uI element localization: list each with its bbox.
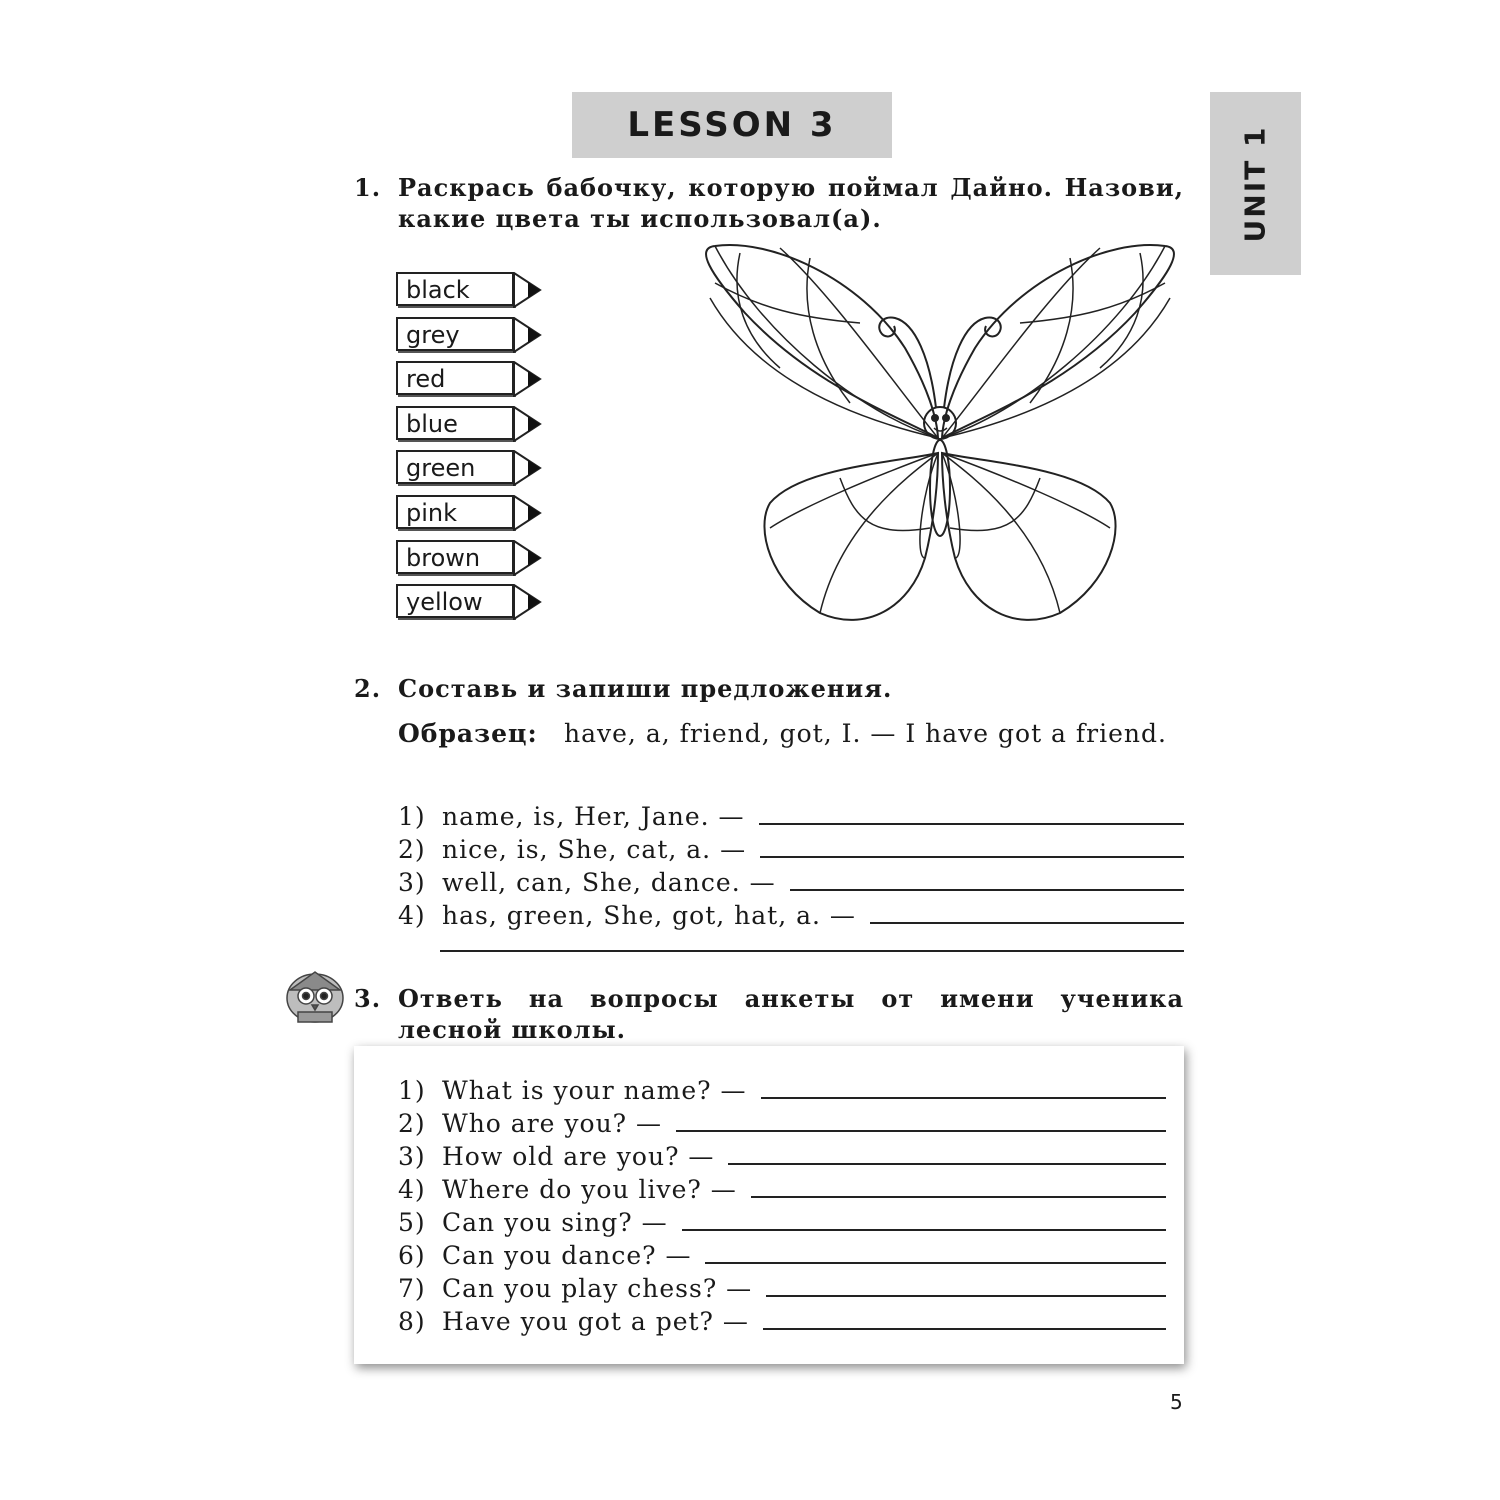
row-text: Have you got a pet? — (442, 1307, 749, 1336)
unit-tab (1210, 92, 1301, 275)
row-number: 1) (398, 802, 426, 831)
question-row (398, 1072, 1166, 1105)
pencil-brown (396, 540, 556, 576)
exercise-row (398, 798, 1184, 831)
pencil-tip-icon (512, 406, 544, 442)
sample-block (398, 718, 1184, 750)
row-number: 1) (398, 1076, 426, 1105)
owl-icon (280, 960, 350, 1030)
answer-line[interactable] (759, 823, 1184, 825)
question-row (398, 1204, 1166, 1237)
pencil-label: yellow (396, 584, 514, 618)
row-text: Where do you live? — (442, 1175, 737, 1204)
row-number: 2) (398, 1109, 426, 1138)
pencil-label: red (396, 361, 514, 395)
pencil-label: pink (396, 495, 514, 529)
pencil-blue (396, 406, 556, 442)
row-text: has, green, She, got, hat, a. — (442, 901, 856, 930)
page-number: 5 (1170, 1390, 1183, 1414)
pencil-tip-icon (512, 317, 544, 353)
pencil-tip-icon (512, 540, 544, 576)
row-number: 6) (398, 1241, 426, 1270)
pencil-label: brown (396, 540, 514, 574)
pencil-grey (396, 317, 556, 353)
lesson-title: LESSON 3 (572, 92, 892, 158)
answer-line-continuation[interactable] (440, 950, 1184, 952)
color-pencils (396, 272, 556, 629)
answer-line[interactable] (751, 1196, 1166, 1198)
pencil-label: blue (396, 406, 514, 440)
task-1 (354, 172, 1184, 234)
exercise-row (398, 897, 1184, 930)
pencil-tip-icon (512, 361, 544, 397)
answer-line[interactable] (763, 1328, 1166, 1330)
row-text: Who are you? — (442, 1109, 663, 1138)
pencil-green (396, 450, 556, 486)
unit-label: UNIT 1 (1238, 125, 1272, 243)
row-text: Can you dance? — (442, 1241, 692, 1270)
answer-line[interactable] (676, 1130, 1166, 1132)
answer-line[interactable] (790, 889, 1184, 891)
row-number: 4) (398, 1175, 426, 1204)
pencil-label: black (396, 272, 514, 306)
butterfly-illustration (690, 238, 1190, 628)
row-text: What is your name? — (442, 1076, 747, 1105)
answer-line[interactable] (760, 856, 1184, 858)
pencil-tip-icon (512, 272, 544, 308)
task-3-number: 3. (354, 984, 382, 1013)
answer-line[interactable] (766, 1295, 1166, 1297)
question-row (398, 1171, 1166, 1204)
question-row (398, 1237, 1166, 1270)
answer-line[interactable] (682, 1229, 1166, 1231)
row-number: 3) (398, 1142, 426, 1171)
answer-line[interactable] (761, 1097, 1167, 1099)
pencil-label: grey (396, 317, 514, 351)
row-text: How old are you? — (442, 1142, 715, 1171)
pencil-tip-icon (512, 584, 544, 620)
pencil-label: green (396, 450, 514, 484)
task-1-number: 1. (354, 173, 382, 202)
exercise-row (398, 864, 1184, 897)
sample-text: have, a, friend, got, I. — I have got a friend. (564, 719, 1167, 748)
task-2-instruction: Составь и запиши предложения. (398, 674, 893, 703)
row-number: 5) (398, 1208, 426, 1237)
task-3-instruction: Ответь на вопросы анкеты от имени ученика лесной школы. (398, 984, 1184, 1044)
question-row (398, 1138, 1166, 1171)
question-row (398, 1270, 1166, 1303)
pencil-red (396, 361, 556, 397)
row-text: nice, is, She, cat, a. — (442, 835, 747, 864)
pencil-pink (396, 495, 556, 531)
question-row (398, 1303, 1166, 1336)
row-number: 7) (398, 1274, 426, 1303)
row-number: 2) (398, 835, 426, 864)
pencil-tip-icon (512, 450, 544, 486)
sample-label: Образец: (398, 719, 538, 748)
answer-line[interactable] (705, 1262, 1166, 1264)
task-3 (354, 983, 1184, 1045)
row-number: 3) (398, 868, 426, 897)
answer-line[interactable] (870, 922, 1184, 924)
task-2-number: 2. (354, 674, 382, 703)
pencil-tip-icon (512, 495, 544, 531)
row-number: 8) (398, 1307, 426, 1336)
row-text: name, is, Her, Jane. — (442, 802, 745, 831)
row-text: Can you sing? — (442, 1208, 668, 1237)
answer-line[interactable] (728, 1163, 1166, 1165)
pencil-yellow (396, 584, 556, 620)
task-2 (354, 673, 1184, 704)
exercise-row (398, 831, 1184, 864)
task-1-instruction: Раскрась бабочку, которую поймал Дайно. Назови, какие цвета ты использовал(а). (398, 173, 1184, 233)
row-text: Can you play chess? — (442, 1274, 753, 1303)
pencil-black (396, 272, 556, 308)
row-text: well, can, She, dance. — (442, 868, 776, 897)
question-row (398, 1105, 1166, 1138)
row-number: 4) (398, 901, 426, 930)
